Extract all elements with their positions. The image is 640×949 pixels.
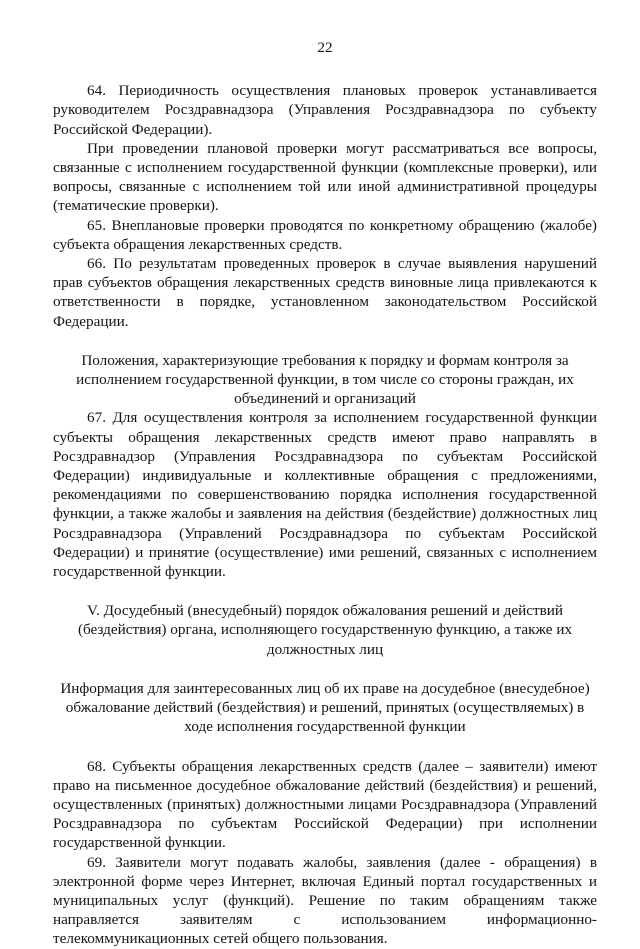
paragraph-64-continued: При проведении плановой проверки могут рассматриваться все вопросы, связанные с исполнением государственной функции (комплексные проверки), или вопросы, связанные с исполнением той или иной административной процедуры (тематические проверки). bbox=[53, 139, 597, 215]
paragraph-67: 67. Для осуществления контроля за исполнением государственной функции субъекты обращения лекарственных средств имеют право направлять в Росздравнадзор (Управления Росздравнадзора по субъектам Российской Федерации) индивидуальные и коллективные обращения с предложениями, рекомендациями по совершенствованию порядка исполнения государственной функции, а также жалобы и заявления на действия (бездействие) должностных лиц Росздравнадзора (Управлений Росздравнадзора по субъектам Российской Федерации) и принятие (осуществление) ими решений, связанных с исполнением государственной функции. bbox=[53, 409, 597, 581]
paragraph-69: 69. Заявители могут подавать жалобы, заявления (далее - обращения) в электронной форме через Интернет, включая Единый портал государственных и муниципальных услуг (функций). Решение по таким обращениям также направляется заявителям с использованием информационно-телекоммуникационных сетей общего пользования. bbox=[53, 853, 597, 948]
page-number: 22 bbox=[317, 39, 333, 56]
section-heading-appeal: V. Досудебный (внесудебный) порядок обжалования решений и действий (бездействия) органа, исполняющего государственную функцию, а также их должностных лиц bbox=[77, 602, 573, 658]
subsection-heading-information: Информация для заинтересованных лиц об их праве на досудебное (внесудебное) обжалование действий (бездействия) и решений, принятых (осуществляемых) в ходе исполнения государственной функции bbox=[60, 679, 590, 736]
paragraph-66: 66. По результатам проведенных проверок в случае выявления нарушений прав субъектов обращения лекарственных средств виновные лица привлекаются к ответственности в порядке, установленном законодательством Российской Федерации. bbox=[53, 255, 597, 330]
paragraph-64: 64. Периодичность осуществления плановых проверок устанавливается руководителем Росздравнадзора (Управления Росздравнадзора по субъекту Российской Федерации). bbox=[53, 82, 597, 138]
paragraph-65: 65. Внеплановые проверки проводятся по конкретному обращению (жалобе) субъекта обращения лекарственных средств. bbox=[53, 216, 597, 253]
section-heading-control: Положения, характеризующие требования к порядку и формам контроля за исполнением государственной функции, в том числе со стороны граждан, их объединений и организаций bbox=[76, 351, 574, 408]
paragraph-68: 68. Субъекты обращения лекарственных средств (далее – заявители) имеют право на письменное досудебное обжалование действий (бездействия) и решений, осуществленных (принятых) должностными лицами Росздравнадзора (Управлений Росздравнадзора по субъектам Российской Федерации) при исполнении государственной функции. bbox=[53, 757, 597, 852]
